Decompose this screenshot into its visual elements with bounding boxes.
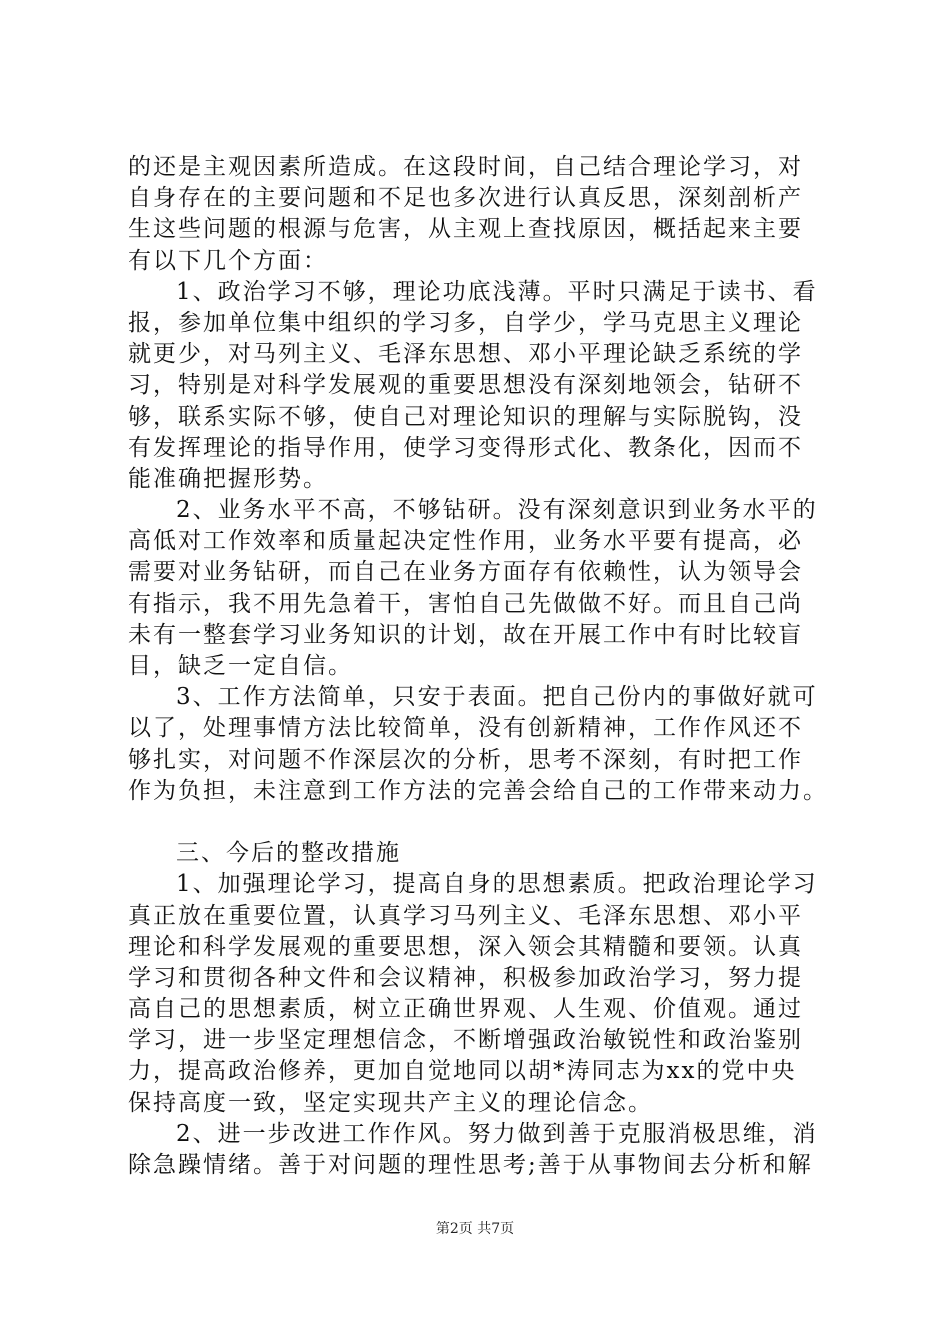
text-line: 就更少，对马列主义、毛泽东思想、邓小平理论缺乏系统的学 [128,341,803,368]
text-line: 学习和贯彻各种文件和会议精神，积极参加政治学习，努力提 [128,964,803,991]
text-line: 1、加强理论学习，提高自身的思想素质。把政治理论学习 [176,871,818,898]
text-line: 高低对工作效率和质量起决定性作用，业务水平要有提高，必 [128,528,803,555]
text-line: 有指示，我不用先急着干，害怕自己先做做不好。而且自己尚 [128,590,803,617]
text-line: 2、业务水平不高，不够钻研。没有深刻意识到业务水平的 [176,497,818,524]
text-line: 自身存在的主要问题和不足也多次进行认真反思，深刻剖析产 [128,185,803,212]
text-line: 三、今后的整改措施 [176,840,401,867]
text-line: 有以下几个方面： [128,247,328,274]
text-line: 真正放在重要位置，认真学习马列主义、毛泽东思想、邓小平 [128,902,803,929]
text-line: 未有一整套学习业务知识的计划，故在开展工作中有时比较盲 [128,621,803,648]
text-line: 报，参加单位集中组织的学习多，自学少，学马克思主义理论 [128,309,803,336]
text-line: 目，缺乏一定自信。 [128,653,353,679]
text-line: 力，提高政治修养，更加自觉地同以胡*涛同志为xx的党中央 [128,1058,797,1085]
text-line: 1、政治学习不够，理论功底浅薄。平时只满足于读书、看 [176,278,818,305]
text-line: 的还是主观因素所造成。在这段时间，自己结合理论学习，对 [128,154,803,180]
text-line: 够扎实，对问题不作深层次的分析，思考不深刻，有时把工作 [128,746,803,773]
text-line: 以了，处理事情方法比较简单，没有创新精神，工作作风还不 [128,715,803,742]
text-line: 够，联系实际不够，使自己对理论知识的理解与实际脱钩，没 [128,403,803,430]
text-line: 高自己的思想素质，树立正确世界观、人生观、价值观。通过 [128,996,803,1023]
text-line: 需要对业务钻研，而自己在业务方面存有依赖性，认为领导会 [128,559,803,586]
text-line: 除急躁情绪。善于对问题的理性思考;善于从事物间去分析和解 [128,1152,813,1178]
page-footer: 第2页 共7页 [435,1221,515,1237]
text-line: 保持高度一致，坚定实现共产主义的理论信念。 [128,1089,653,1116]
text-line: 作为负担，未注意到工作方法的完善会给自己的工作带来动力。 [128,777,828,804]
text-line: 生这些问题的根源与危害，从主观上查找原因，概括起来主要 [128,216,803,243]
text-line: 理论和科学发展观的重要思想，深入领会其精髓和要领。认真 [128,933,803,960]
text-line: 3、工作方法简单，只安于表面。把自己份内的事做好就可 [176,684,818,711]
text-line: 能准确把握形势。 [128,465,328,492]
blank-line [128,807,840,838]
text-line: 学习，进一步坚定理想信念，不断增强政治敏锐性和政治鉴别 [128,1027,803,1054]
text-line: 习，特别是对科学发展观的重要思想没有深刻地领会，钻研不 [128,372,803,399]
text-line: 2、进一步改进工作作风。努力做到善于克服消极思维，消 [176,1120,818,1147]
text-line: 有发挥理论的指导作用，使学习变得形式化、教条化，因而不 [128,434,803,461]
document-body [128,152,840,1181]
